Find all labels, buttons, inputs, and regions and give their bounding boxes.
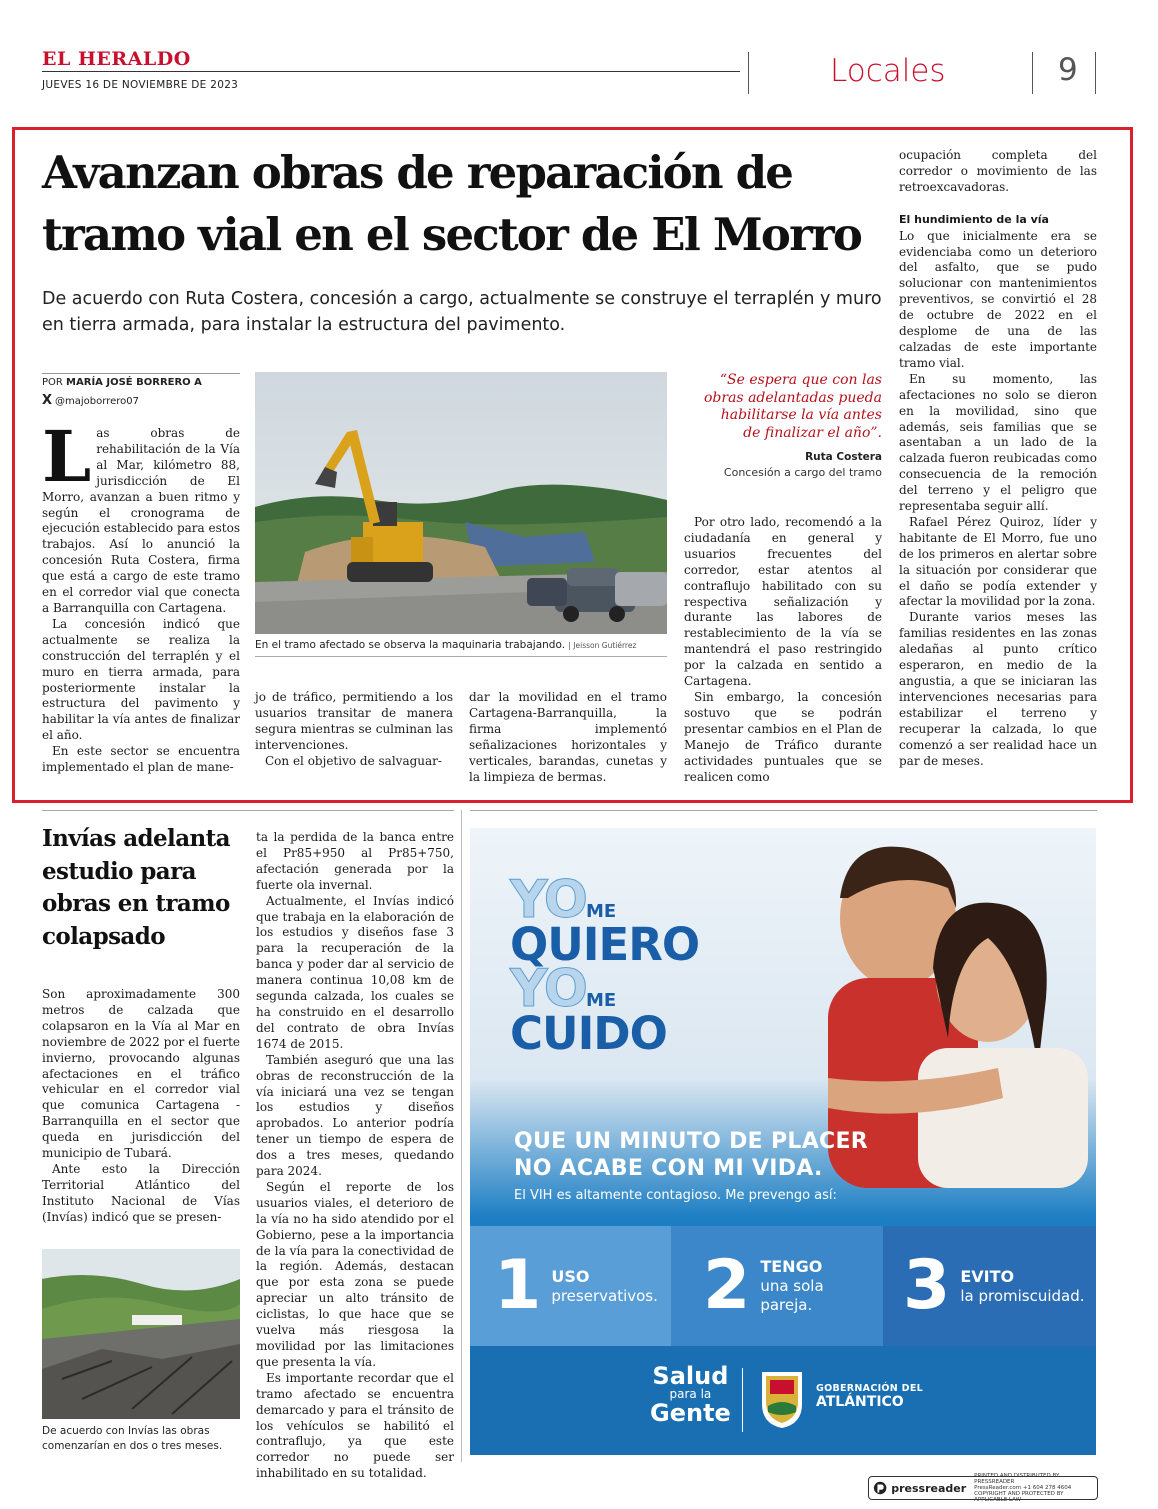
paragraph: Sin embargo, la concesión sostuvo que se podrán presentar cambios en el Plan de Manejo de Tráfico durante actividades puntuales que se realicen como (684, 689, 882, 784)
main-col-4 (684, 515, 882, 785)
excavator-photo (255, 372, 667, 634)
page-number: 9 (1058, 52, 1078, 88)
newspaper-logo: EL HERALDO (42, 48, 191, 70)
paragraph: Por otro lado, recomendó a la ciudadanía en general y usuarios frecuentes del corredor, estar atentos al contraflujo habilitado con su respectiva señalización y durante las labores de restablecimiento de la vía se mantendrá el paso restringido por la calzada en sentido a Cartagena. (684, 515, 882, 689)
photo-credit: | Jeisson Gutiérrez (568, 641, 637, 650)
section-rule (42, 810, 454, 811)
photo-caption: De acuerdo con Invías las obras comenzarían en dos o tres meses. (42, 1425, 223, 1452)
caption-text: En el tramo afectado se observa la maquinaria trabajando. (255, 639, 566, 651)
gobernacion-logo: GOBERNACIÓN DEL ATLÁNTICO (816, 1383, 923, 1410)
main-col-1 (42, 415, 240, 776)
paragraph: Con el objetivo de salvaguar- (265, 753, 442, 768)
ad-step-3: 3 EVITO la promiscuidad. (883, 1226, 1096, 1346)
salud-logo: Salud para la Gente (650, 1362, 731, 1427)
collapsed-road-photo (42, 1249, 240, 1419)
paragraph: Son aproximadamente 300 metros de calzada que colapsaron en la Vía al Mar en noviembre de 2022 por el fuerte invierno, provocando algunas afectaciones en el tráfico vehicular en el corredor vial que comunica Cartagena - Barranquilla en el sector que queda en jurisdicción del municipio de Tubará. (42, 987, 240, 1161)
photo-caption (255, 639, 667, 651)
main-subhead: De acuerdo con Ruta Costera, concesión a cargo, actualmente se construye el terraplén y muro en tierra armada, para instalar la estructura del pavimento. (42, 289, 882, 335)
paragraph: También aseguró que una las obras de reconstrucción de la vía iniciará una vez se tengan los estudios y diseños aprobados. Lo anterior podría tener un tiempo de espera de dos a tres meses, quedando para 2024. (256, 1052, 454, 1179)
paragraph: En este sector se encuentra implementado el plan de mane- (42, 744, 240, 775)
ad-step-2: 2 TENGO una sola pareja. (671, 1226, 883, 1346)
caption-rule (255, 656, 667, 657)
section-name: Locales (830, 53, 946, 89)
masthead-rule (42, 71, 740, 72)
section-rule (470, 810, 1097, 811)
x-icon: X (42, 393, 53, 408)
health-advertisement (470, 828, 1096, 1455)
paragraph: Durante varios meses las familias residentes en las zonas aledañas al punto crítico esperaron, en medio de la angustia, a que se iniciaran las intervenciones necesarias para estabilizar el terreno y recuperar la calzada, lo que comenzó a ser realidad hace un par de meses. (899, 610, 1097, 768)
drop-cap: L (42, 415, 92, 498)
quote-source-name: Ruta Costera (805, 451, 882, 463)
main-col-5 (899, 148, 1097, 769)
issue-date: JUEVES 16 DE NOVIEMBRE DE 2023 (42, 79, 239, 91)
paragraph: ta la perdida de la banca entre el Pr85+950 al Pr85+750, afectación generada por la fuerte ola invernal. (256, 830, 454, 892)
byline-author: MARÍA JOSÉ BORRERO A (66, 377, 202, 388)
paragraph: Ante esto la Dirección Territorial Atlántico del Instituto Nacional de Vías (Invías) indicó que se presen- (42, 1161, 240, 1224)
paragraph: Lo que inicialmente era se evidenciaba como un deterioro del asfalto, que se pudo solucionar con mantenimientos preventivos, se convirtió el 28 de octubre de 2022 en el desplome de una de las calzadas de este importante tramo vial. (899, 228, 1097, 370)
paragraph: jo de tráfico, permitiendo a los usuarios transitar de manera segura mientras se culminan las intervenciones. (255, 690, 453, 752)
section-subtitle: El hundimiento de la vía (899, 212, 1049, 226)
masthead-divider (748, 52, 749, 94)
masthead-divider (1032, 52, 1033, 94)
main-col-3 (469, 690, 667, 785)
main-col-2 (255, 690, 453, 770)
paragraph: Rafael Pérez Quiroz, líder y habitante de El Morro, fue uno de los primeros en alertar sobre la situación por considerar que el daño se podía extender y afectar la movilidad por la zona. (899, 514, 1097, 609)
pressreader-icon (873, 1480, 887, 1496)
handle-text: @majoborrero07 (55, 396, 139, 407)
ad-headline: QUE UN MINUTO DE PLACER NO ACABE CON MI VIDA. (514, 1129, 869, 1181)
main-headline: Avanzan obras de reparación de tramo vial en el sector de El Morro (42, 146, 862, 261)
second-col-2 (256, 830, 454, 1482)
pressreader-logo-text: pressreader (891, 1481, 967, 1495)
ad-note: El VIH es altamente contagioso. Me prevengo así: (514, 1188, 837, 1203)
paragraph: En su momento, las afectaciones no solo se dieron en la movilidad, sino que además, seis familias que se asentaban a un lado de la calzada fueron reubicadas como consecuencia de la remoción del terreno y el peligro que representaba seguir allí. (899, 371, 1097, 514)
paragraph: dar la movilidad en el tramo Cartagena-Barranquilla, la firma implementó señalizaciones horizontales y verticales, barandas, cunetas y la limpieza de bermas. (469, 690, 667, 784)
atlantico-crest-icon (758, 1368, 806, 1430)
byline-prefix: POR (42, 377, 63, 388)
author-handle (42, 393, 139, 408)
ad-divider (742, 1368, 743, 1432)
pressreader-notice: PRINTED AND DISTRIBUTED BY PRESSREADER PressReader.com +1 604 278 4604 COPYRIGHT AND PROTECTED BY APPLICABLE LAW (974, 1473, 1072, 1503)
byline-rule (42, 373, 240, 374)
paragraph: La concesión indicó que actualmente se realiza la construcción del terraplén y el muro en tierra armada, para posteriormente instalar la estructura del pavimento y habilitar la vía antes de finalizar el año. (42, 616, 240, 743)
second-headline: Invías adelanta estudio para obras en tramo colapsado (42, 825, 230, 950)
paragraph: Las obras de rehabilitación de la Vía al Mar, kilómetro 88, jurisdicción de El Morro, avanzan a buen ritmo y según el cronograma de ejecución establecido para estos trabajos. Así lo anunció la concesión Ruta Costera, firma que está a cargo de este tramo en el corredor vial que conecta a Barranquilla con Cartagena. (42, 415, 240, 615)
paragraph: Según el reporte de los usuarios viales, el deterioro de la vía no ha sido atendido por el Gobierno, pese a la importancia de la vía para la conectividad de la región. Además, destacan que por esta zona se puede apreciar un alto tránsito de ciclistas, lo que hace que se vuelva más riesgosa la movilidad por las limitaciones que presenta la vía. (256, 1179, 454, 1369)
column-divider (461, 810, 462, 1462)
paragraph: ocupación completa del corredor o movimiento de las retroexcavadoras. (899, 148, 1097, 194)
pull-quote: “Se espera que con las obras adelantadas pueda habilitarse la vía antes de finalizar el año”. (704, 372, 882, 441)
second-col-1 (42, 987, 240, 1226)
quote-source-role: Concesión a cargo del tramo (723, 466, 882, 479)
pressreader-badge (868, 1473, 1098, 1503)
campaign-logo: YOME QUIERO YOME CUIDO (510, 870, 700, 1060)
byline (42, 377, 202, 388)
paragraph: Es importante recordar que el tramo afectado se encuentra demarcado y para el tránsito de los vehículos se habilitó el contraflujo, ya que este corredor no puede ser inhabilitado en su totalidad. (256, 1370, 454, 1481)
masthead (42, 48, 1097, 98)
masthead-divider (1095, 52, 1096, 94)
ad-step-1: 1 USO preservativos. (470, 1226, 671, 1346)
paragraph: Actualmente, el Invías indicó que trabaja en la elaboración de los estudios y diseños fase 3 para la recuperación de la banca y poder dar al servicio de manera continua 10,08 km de segunda calzada, los cuales se ha construido en el desarrollo del contrato de obra Invías 1674 de 2015. (256, 893, 454, 1051)
